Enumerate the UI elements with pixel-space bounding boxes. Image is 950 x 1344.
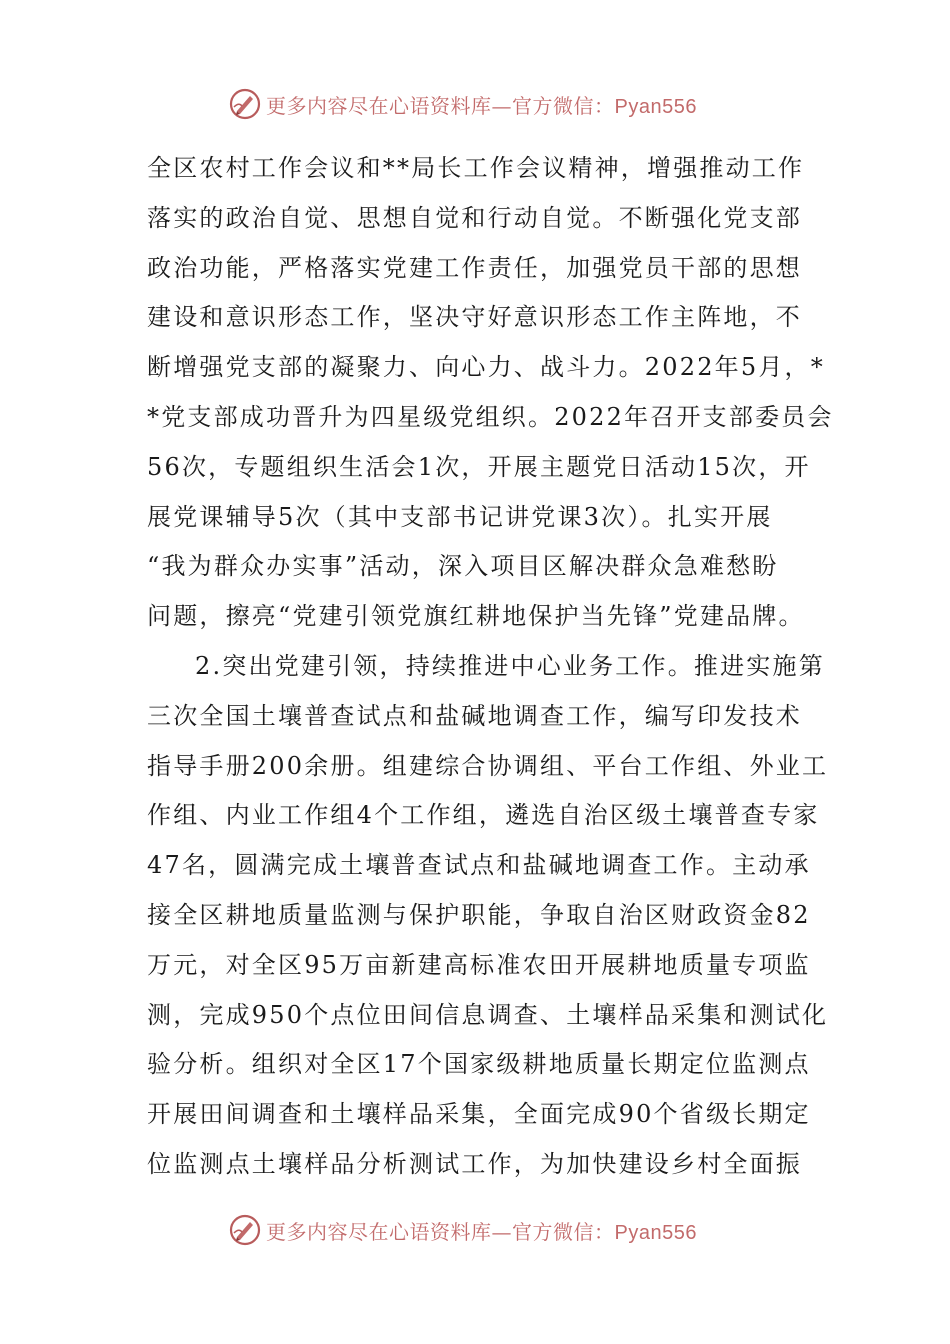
body-line: 验分析。组织对全区17个国家级耕地质量长期定位监测点	[147, 1050, 811, 1079]
pen-logo-icon	[228, 87, 262, 121]
body-line: 47名，圆满完成土壤普查试点和盐碱地调查工作。主动承	[147, 851, 811, 880]
watermark-wechat-id: Pyan556	[614, 1221, 697, 1244]
body-line: 三次全国土壤普查试点和盐碱地调查工作，编写印发技术	[147, 701, 802, 730]
body-line: 政治功能，严格落实党建工作责任，加强党员干部的思想	[147, 253, 802, 282]
body-line: 问题，擦亮“党建引领党旗红耕地保护当先锋”党建品牌。	[147, 602, 805, 631]
watermark-wechat-id: Pyan556	[614, 95, 697, 118]
watermark-label: 更多内容尽在心语资料库—官方微信：	[266, 1219, 615, 1244]
body-line: 万元，对全区95万亩新建高标准农田开展耕地质量专项监	[147, 950, 811, 979]
body-line: 开展田间调查和土壤样品采集，全面完成90个省级长期定	[147, 1100, 811, 1129]
watermark-header	[228, 84, 748, 124]
body-line: 位监测点土壤样品分析测试工作，为加快建设乡村全面振	[147, 1149, 802, 1178]
body-line: 断增强党支部的凝聚力、向心力、战斗力。2022年5月，*	[147, 353, 825, 382]
watermark-label: 更多内容尽在心语资料库—官方微信：	[266, 93, 615, 118]
body-line: 测，完成950个点位田间信息调查、土壤样品采集和测试化	[147, 1000, 829, 1029]
watermark-text	[266, 1216, 697, 1245]
body-line: 接全区耕地质量监测与保护职能，争取自治区财政资金82	[147, 900, 811, 929]
pen-logo-icon	[228, 1213, 262, 1247]
watermark-footer	[228, 1210, 748, 1250]
body-line: 作组、内业工作组4个工作组，遴选自治区级土壤普查专家	[147, 801, 820, 830]
watermark-text	[266, 90, 697, 119]
body-line: “我为群众办实事”活动，深入项目区解决群众急难愁盼	[147, 552, 779, 581]
document-body	[147, 144, 834, 1190]
body-line: 全区农村工作会议和**局长工作会议精神，增强推动工作	[147, 154, 805, 182]
body-line: 56次，专题组织生活会1次，开展主题党日活动15次，开	[147, 452, 811, 481]
body-line: 落实的政治自觉、思想自觉和行动自觉。不断强化党支部	[147, 203, 802, 232]
body-line: *党支部成功晋升为四星级党组织。2022年召开支部委员会	[147, 402, 834, 431]
body-line: 指导手册200余册。组建综合协调组、平台工作组、外业工	[147, 751, 829, 780]
body-line: 展党课辅导5次（其中支部书记讲党课3次）。扎实开展	[147, 502, 773, 531]
section-heading-line: 2.突出党建引领，持续推进中心业务工作。推进实施第	[195, 651, 825, 680]
body-line: 建设和意识形态工作，坚决守好意识形态工作主阵地，不	[147, 303, 802, 332]
